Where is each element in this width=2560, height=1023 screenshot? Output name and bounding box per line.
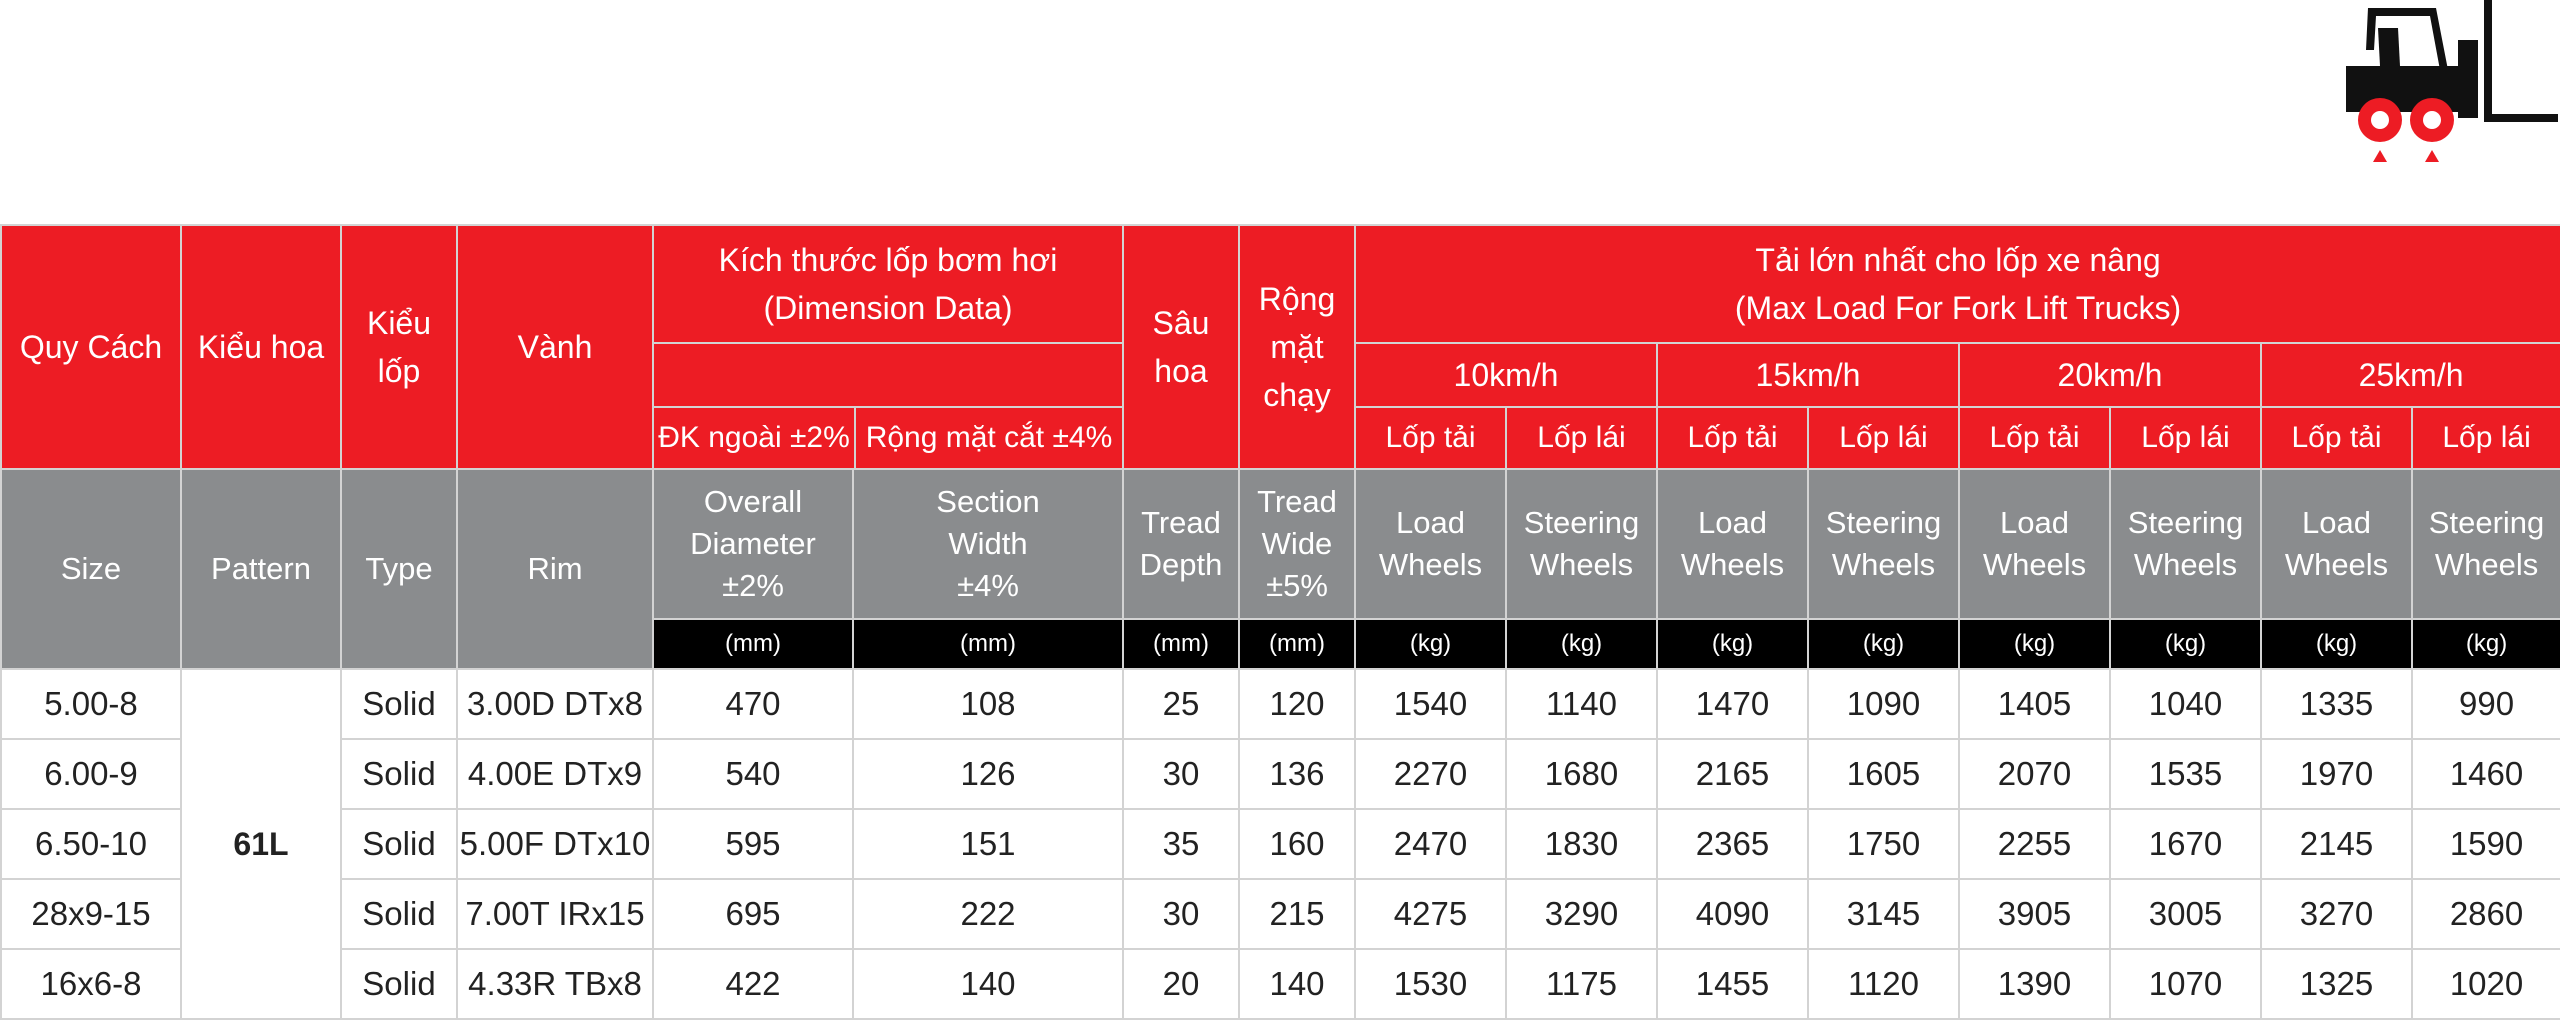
- header-pattern-vn: Kiểu hoa: [181, 225, 341, 469]
- cell-load: 1460: [2412, 739, 2560, 809]
- cell-type: Solid: [341, 669, 457, 739]
- cell-tread-wide: 140: [1239, 949, 1355, 1019]
- cell-tread-wide: 160: [1239, 809, 1355, 879]
- cell-size: 28x9-15: [1, 879, 181, 949]
- cell-load: 1335: [2261, 669, 2412, 739]
- forklift-icon: [2340, 0, 2558, 170]
- cell-type: Solid: [341, 739, 457, 809]
- cell-load: 1455: [1657, 949, 1808, 1019]
- header-load-wheels-en: Load Wheels: [2261, 469, 2412, 619]
- cell-rim: 4.33R TBx8: [457, 949, 653, 1019]
- cell-tread-wide: 136: [1239, 739, 1355, 809]
- header-section-width-en: Section Width ±4%: [853, 469, 1123, 619]
- header-size-en: Size: [1, 469, 181, 669]
- cell-load: 1535: [2110, 739, 2261, 809]
- unit-cell: (kg): [1506, 619, 1657, 669]
- cell-diameter: 540: [653, 739, 853, 809]
- unit-cell: (kg): [2261, 619, 2412, 669]
- header-max-load-vn: Tải lớn nhất cho lốp xe nâng: [1755, 242, 2161, 278]
- cell-size: 5.00-8: [1, 669, 181, 739]
- cell-rim: 5.00F DTx10: [457, 809, 653, 879]
- header-load-wheel-vn: Lốp tải: [1355, 407, 1506, 469]
- cell-tread-depth: 35: [1123, 809, 1239, 879]
- cell-load: 1470: [1657, 669, 1808, 739]
- header-dimension: [653, 225, 1123, 343]
- header-speed-10: 10km/h: [1355, 343, 1657, 407]
- cell-load: 1120: [1808, 949, 1959, 1019]
- cell-section-width: 222: [853, 879, 1123, 949]
- table-row: [1, 669, 2560, 739]
- cell-diameter: 422: [653, 949, 853, 1019]
- cell-size: 6.00-9: [1, 739, 181, 809]
- cell-load: 1680: [1506, 739, 1657, 809]
- header-steering-wheel-vn: Lốp lái: [1808, 407, 1959, 469]
- cell-load: 2145: [2261, 809, 2412, 879]
- cell-load: 1750: [1808, 809, 1959, 879]
- tire-spec-table: [0, 224, 2560, 1020]
- header-tread-wide-vn: Rộng mặt chạy: [1239, 225, 1355, 469]
- cell-load: 1175: [1506, 949, 1657, 1019]
- cell-load: 1020: [2412, 949, 2560, 1019]
- header-load-wheel-vn: Lốp tải: [2261, 407, 2412, 469]
- cell-load: 1590: [2412, 809, 2560, 879]
- header-size-vn: Quy Cách: [1, 225, 181, 469]
- header-speed-25: 25km/h: [2261, 343, 2560, 407]
- cell-load: 2255: [1959, 809, 2110, 879]
- unit-cell: (mm): [1239, 619, 1355, 669]
- header-load-wheels-en: Load Wheels: [1657, 469, 1808, 619]
- unit-cell: (kg): [1657, 619, 1808, 669]
- header-load-wheels-en: Load Wheels: [1959, 469, 2110, 619]
- unit-cell: (mm): [653, 619, 853, 669]
- cell-diameter: 595: [653, 809, 853, 879]
- cell-type: Solid: [341, 879, 457, 949]
- cell-load: 1390: [1959, 949, 2110, 1019]
- header-max-load: [1355, 225, 2560, 343]
- table-row: [1, 879, 2560, 949]
- cell-size: 6.50-10: [1, 809, 181, 879]
- cell-load: 1325: [2261, 949, 2412, 1019]
- cell-load: 1140: [1506, 669, 1657, 739]
- header-tread-depth-vn: Sâu hoa: [1123, 225, 1239, 469]
- cell-load: 1070: [2110, 949, 2261, 1019]
- cell-load: 1530: [1355, 949, 1506, 1019]
- cell-load: 2165: [1657, 739, 1808, 809]
- cell-load: 4090: [1657, 879, 1808, 949]
- cell-tread-depth: 20: [1123, 949, 1239, 1019]
- header-tread-wide-en: Tread Wide ±5%: [1239, 469, 1355, 619]
- header-type-vn: Kiểu lốp: [341, 225, 457, 469]
- header-speed-20: 20km/h: [1959, 343, 2261, 407]
- cell-type: Solid: [341, 949, 457, 1019]
- header-steering-wheels-en: Steering Wheels: [1808, 469, 1959, 619]
- cell-type: Solid: [341, 809, 457, 879]
- cell-load: 3290: [1506, 879, 1657, 949]
- cell-section-width: 151: [853, 809, 1123, 879]
- table-row: [1, 739, 2560, 809]
- cell-load: 1670: [2110, 809, 2261, 879]
- cell-size: 16x6-8: [1, 949, 181, 1019]
- cell-pattern: 61L: [181, 669, 341, 1019]
- header-load-wheel-vn: Lốp tải: [1657, 407, 1808, 469]
- header-steering-wheel-vn: Lốp lái: [1506, 407, 1657, 469]
- cell-section-width: 140: [853, 949, 1123, 1019]
- header-load-wheels-en: Load Wheels: [1355, 469, 1506, 619]
- cell-rim: 3.00D DTx8: [457, 669, 653, 739]
- unit-cell: (kg): [2110, 619, 2261, 669]
- header-pattern-en: Pattern: [181, 469, 341, 669]
- cell-load: 1090: [1808, 669, 1959, 739]
- cell-load: 3905: [1959, 879, 2110, 949]
- cell-load: 1540: [1355, 669, 1506, 739]
- cell-load: 1970: [2261, 739, 2412, 809]
- cell-load: 3005: [2110, 879, 2261, 949]
- cell-load: 990: [2412, 669, 2560, 739]
- header-load-wheel-vn: Lốp tải: [1959, 407, 2110, 469]
- cell-load: 3270: [2261, 879, 2412, 949]
- cell-diameter: 470: [653, 669, 853, 739]
- unit-cell: (kg): [1355, 619, 1506, 669]
- header-diameter-en: Overall Diameter ±2%: [653, 469, 853, 619]
- header-dimension-en: (Dimension Data): [763, 290, 1013, 326]
- unit-cell: (kg): [1808, 619, 1959, 669]
- header-tread-depth-en: Tread Depth: [1123, 469, 1239, 619]
- header-dimension-sub: [653, 343, 1123, 469]
- cell-load: 1405: [1959, 669, 2110, 739]
- cell-tread-depth: 30: [1123, 739, 1239, 809]
- cell-tread-wide: 120: [1239, 669, 1355, 739]
- header-steering-wheels-en: Steering Wheels: [1506, 469, 1657, 619]
- header-max-load-en: (Max Load For Fork Lift Trucks): [1734, 290, 2182, 326]
- header-type-en: Type: [341, 469, 457, 669]
- cell-load: 4275: [1355, 879, 1506, 949]
- unit-cell: (mm): [1123, 619, 1239, 669]
- cell-load: 1830: [1506, 809, 1657, 879]
- cell-tread-depth: 25: [1123, 669, 1239, 739]
- table-row: [1, 809, 2560, 879]
- cell-load: 2070: [1959, 739, 2110, 809]
- header-steering-wheel-vn: Lốp lái: [2110, 407, 2261, 469]
- cell-tread-wide: 215: [1239, 879, 1355, 949]
- header-rim-vn: Vành: [457, 225, 653, 469]
- cell-rim: 4.00E DTx9: [457, 739, 653, 809]
- header-speed-15: 15km/h: [1657, 343, 1959, 407]
- cell-diameter: 695: [653, 879, 853, 949]
- cell-section-width: 126: [853, 739, 1123, 809]
- header-steering-wheels-en: Steering Wheels: [2412, 469, 2560, 619]
- header-section-width-vn: Rộng mặt cắt ±4%: [855, 407, 1122, 468]
- unit-cell: (kg): [2412, 619, 2560, 669]
- header-steering-wheels-en: Steering Wheels: [2110, 469, 2261, 619]
- unit-cell: (kg): [1959, 619, 2110, 669]
- cell-rim: 7.00T IRx15: [457, 879, 653, 949]
- header-dimension-vn: Kích thước lốp bơm hơi: [718, 242, 1058, 278]
- header-steering-wheel-vn: Lốp lái: [2412, 407, 2560, 469]
- header-rim-en: Rim: [457, 469, 653, 669]
- cell-load: 2365: [1657, 809, 1808, 879]
- cell-tread-depth: 30: [1123, 879, 1239, 949]
- cell-load: 2860: [2412, 879, 2560, 949]
- cell-load: 3145: [1808, 879, 1959, 949]
- cell-load: 1605: [1808, 739, 1959, 809]
- cell-load: 1040: [2110, 669, 2261, 739]
- cell-load: 2270: [1355, 739, 1506, 809]
- cell-section-width: 108: [853, 669, 1123, 739]
- table-row: [1, 949, 2560, 1019]
- header-diameter-vn: ĐK ngoài ±2%: [654, 407, 855, 468]
- cell-load: 2470: [1355, 809, 1506, 879]
- unit-cell: (mm): [853, 619, 1123, 669]
